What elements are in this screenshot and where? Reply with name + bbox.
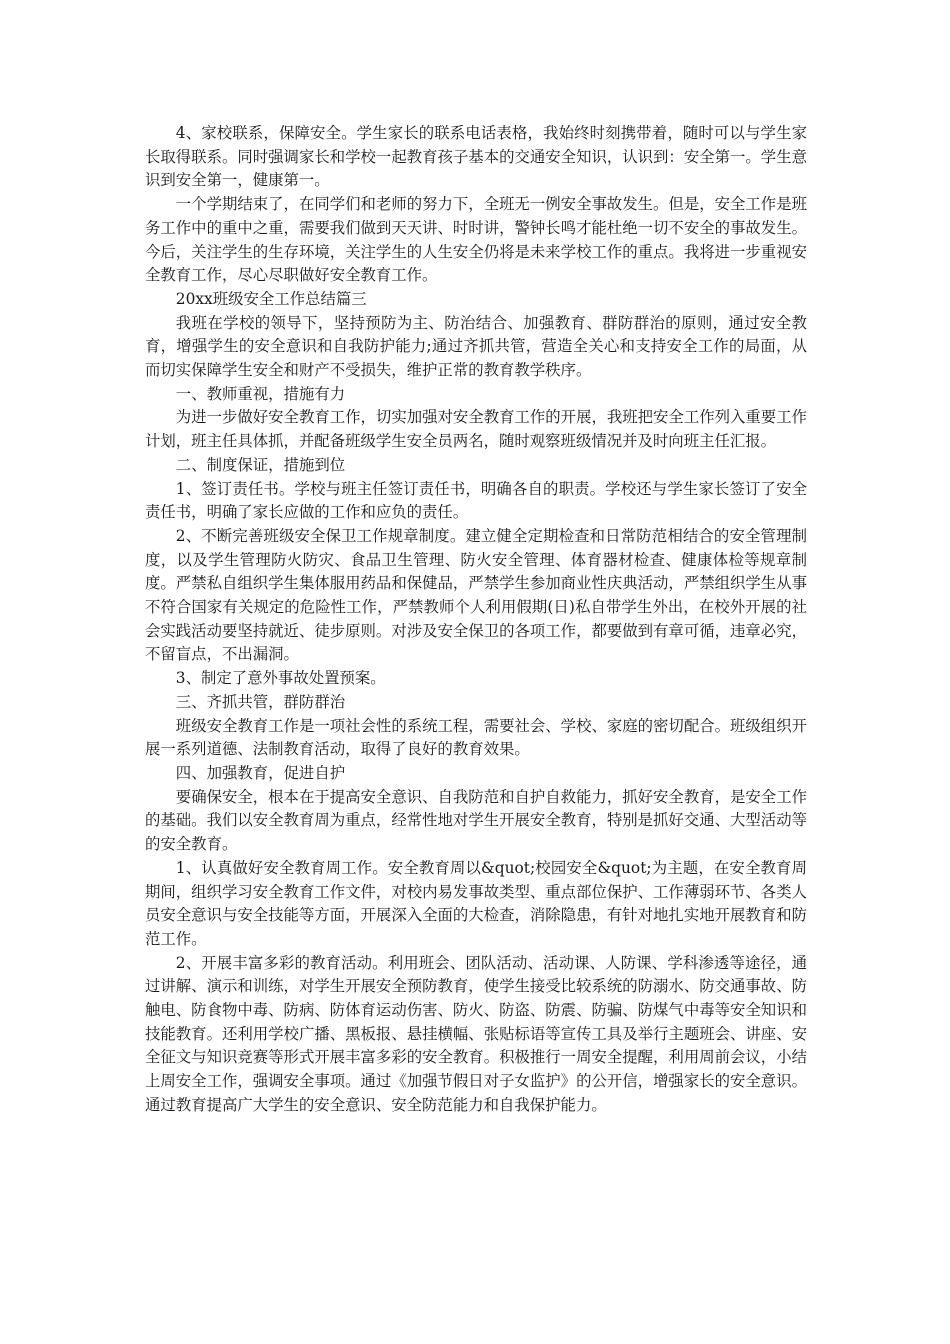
paragraph-safety-week: 1、认真做好安全教育周工作。安全教育周以&quot;校园安全&quot;为主题，在安全教育周期间，组织学习安全教育工作文件，对校内易发事故类型、重点部位保护、工作薄弱环节、各类人员安全意识与安全技能等方面，开展深入全面的大检查，消除隐患，有针对地扎实地开展教育和防范工作。 (145, 858, 807, 948)
paragraph-home-school-contact: 4、家校联系，保障安全。学生家长的联系电话表格，我始终时刻携带着，随时可以与学生家长取得联系。同时强调家长和学校一起教育孩子基本的交通安全知识，认识到：安全第一。学生意识到安全第一，健康第一。 (145, 124, 807, 190)
paragraph-joint-management: 班级安全教育工作是一项社会性的系统工程，需要社会、学校、家庭的密切配合。班级组织开展一系列道德、法制教育活动，取得了良好的教育效果。 (145, 716, 807, 759)
paragraph-rules: 2、不断完善班级安全保卫工作规章制度。建立健全定期检查和日常防范相结合的安全管理制度，以及学生管理防火防灾、食品卫生管理、防火安全管理、体育器材检查、健康体检等规章制度。严禁私自组织学生集体服用药品和保健品，严禁学生参加商业性庆典活动，严禁组织学生从事不符合国家有关规定的危险性工作，严禁教师个人利用假期(日)私自带学生外出，在校外开展的社会实践活动要坚持就近、徒步原则。对涉及安全保卫的各项工作，都要做到有章可循，违章必究，不留盲点，不出漏洞。 (145, 526, 807, 664)
paragraph-semester-summary: 一个学期结束了，在同学们和老师的努力下，全班无一例安全事故发生。但是，安全工作是班务工作中的重中之重，需要我们做到天天讲、时时讲，警钟长鸣才能杜绝一切不安全的事故发生。今后，关注学生的生存环境，关注学生的人生安全仍将是未来学校工作的重点。我将进一步重视安全教育工作，尽心尽职做好安全教育工作。 (145, 195, 807, 285)
section-title: 20xx班级安全工作总结篇三 (175, 289, 367, 308)
paragraph-activities: 2、开展丰富多彩的教育活动。利用班会、团队活动、活动课、人防课、学科渗透等途径，通过讲解、演示和训练，对学生开展安全预防教育，使学生接受比较系统的防溺水、防交通事故、防触电、防食物中毒、防病、防体育运动伤害、防火、防盗、防震、防骗、防煤气中毒等安全知识和技能教育。还利用学校广播、黑板报、悬挂横幅、张贴标语等宣传工具及举行主题班会、讲座、安全征文与知识竞赛等形式开展丰富多彩的安全教育。积极推行一周安全提醒，利用周前会议，小结上周安全工作，强调安全事项。通过《加强节假日对子女监护》的公开信，增强家长的安全意识。通过教育提高广大学生的安全意识、安全防范能力和自我保护能力。 (145, 953, 807, 1114)
paragraph-intro: 我班在学校的领导下，坚持预防为主、防治结合、加强教育、群防群治的原则，通过安全教育，增强学生的安全意识和自我防护能力;通过齐抓共管，营造全关心和支持安全工作的局面，从而切实保障学生安全和财产不受损失，维护正常的教育教学秩序。 (145, 313, 807, 380)
heading-system-guarantee: 二、制度保证，措施到位 (175, 455, 346, 474)
heading-teacher-attention: 一、教师重视，措施有力 (175, 384, 346, 403)
paragraph-responsibility: 1、签订责任书。学校与班主任签订责任书，明确各自的职责。学校还与学生家长签订了安全责任书，明确了家长应做的工作和应负的责任。 (145, 479, 807, 522)
heading-joint-management: 三、齐抓共管，群防群治 (175, 692, 346, 711)
document-body (145, 122, 807, 1118)
paragraph-education: 要确保安全，根本在于提高安全意识、自我防范和自护自救能力，抓好安全教育，是安全工作的基础。我们以安全教育周为重点，经常性地对学生开展安全教育，特别是抓好交通、大型活动等的安全教育。 (145, 787, 807, 854)
heading-education: 四、加强教育，促进自护 (175, 763, 346, 782)
paragraph-emergency-plan: 3、制定了意外事故处置预案。 (175, 669, 386, 688)
paragraph-teacher-attention: 为进一步做好安全教育工作，切实加强对安全教育工作的开展，我班把安全工作列入重要工作计划，班主任具体抓，并配备班级学生安全员两名，随时观察班级情况并及时向班主任汇报。 (145, 408, 807, 451)
